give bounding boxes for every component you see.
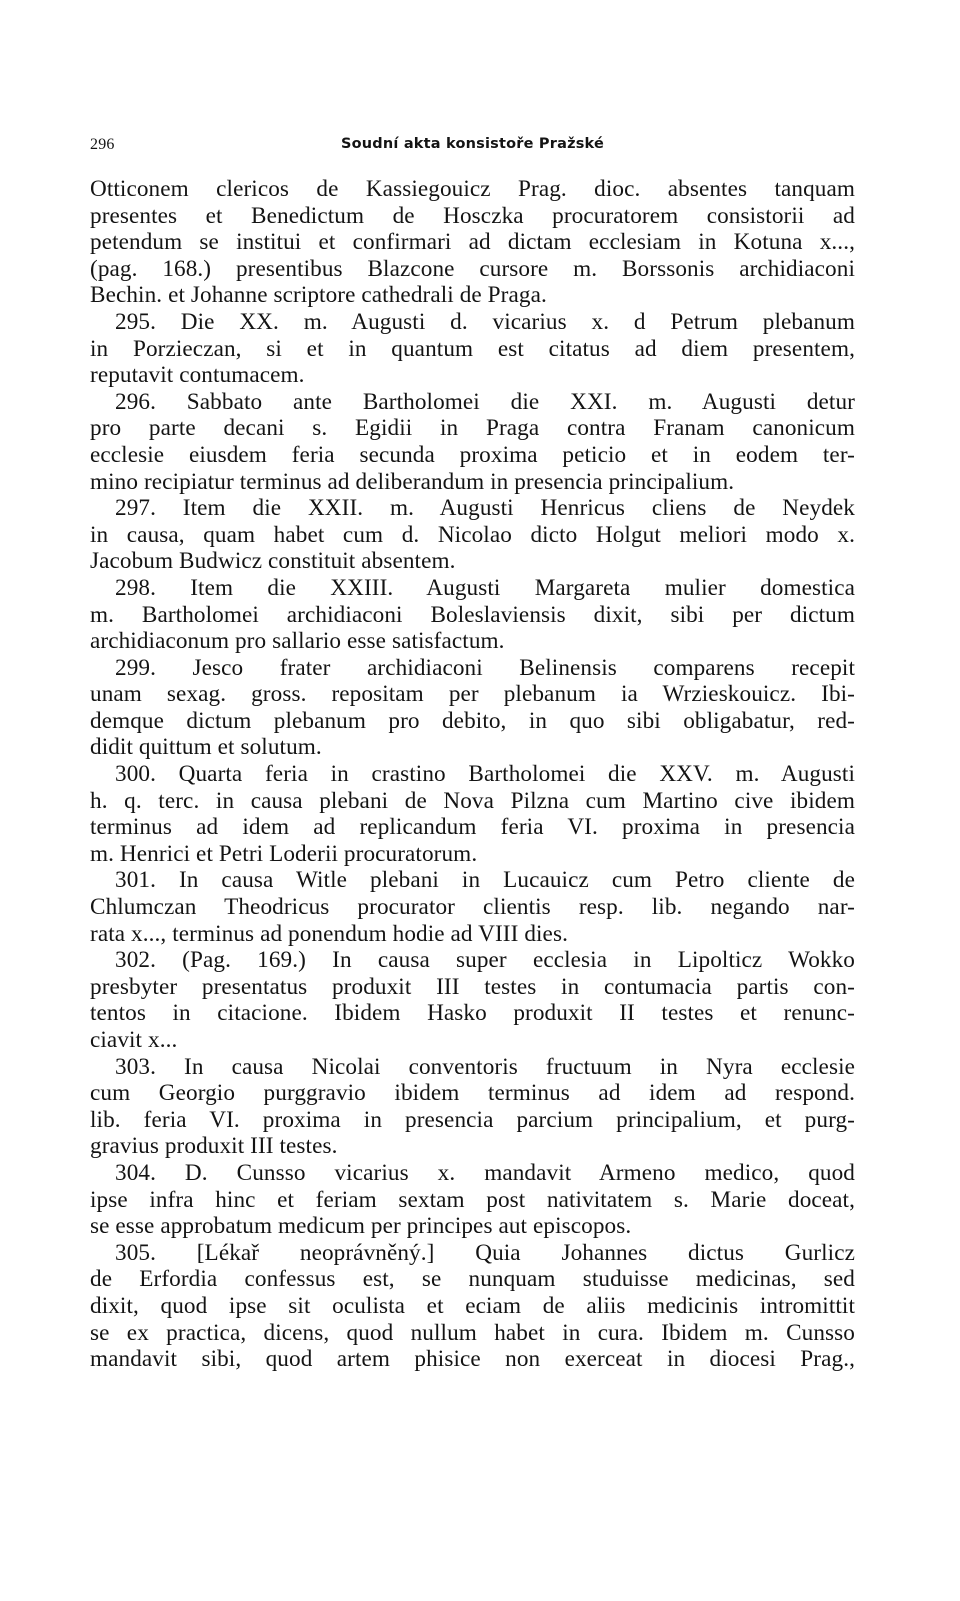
text-line: mandavit sibi, quod artem phisice non exerceat in diocesi Prag., <box>90 1346 855 1373</box>
text-line: petendum se institui et confirmari ad dictam ecclesiam in Kotuna x..., <box>90 229 855 256</box>
text-line: reputavit contumacem. <box>90 362 305 389</box>
text-line: in Porzieczan, si et in quantum est citatus ad diem presentem, <box>90 335 855 362</box>
text-line: rata x..., terminus ad ponendum hodie ad VIII dies. <box>90 920 568 947</box>
text-line: ciavit x... <box>90 1027 178 1053</box>
body-text <box>90 176 855 1373</box>
text-line: cum Georgio purggravio ibidem terminus ad idem ad respond. <box>90 1080 855 1107</box>
text-line: 302. (Pag. 169.) In causa super ecclesia in Lipolticz Wokko <box>115 947 855 974</box>
text-line: 300. Quarta feria in crastino Bartholomei die XXV. m. Augusti <box>115 761 855 788</box>
text-line: archidiaconum pro sallario esse satisfactum. <box>90 628 505 655</box>
text-line: unam sexag. gross. repositam per plebanum ia Wrzieskouicz. Ibi- <box>90 681 855 708</box>
text-line: 297. Item die XXII. m. Augusti Henricus cliens de Neydek <box>115 495 855 522</box>
text-line: didit quittum et solutum. <box>90 734 322 761</box>
text-line: terminus ad idem ad replicandum feria VI. proxima in presencia <box>90 814 855 841</box>
text-line: demque dictum plebanum pro debito, in quo sibi obligabatur, red- <box>90 707 855 734</box>
running-title: Soudní akta konsistoře Pražské <box>340 136 605 152</box>
text-line: tentos in citacione. Ibidem Hasko produxit II testes et renunc- <box>90 1000 855 1027</box>
text-line: Otticonem clericos de Kassiegouicz Prag. dioc. absentes tanquam <box>90 176 855 202</box>
text-line: Bechin. et Johanne scriptore cathedrali de Praga. <box>90 282 547 309</box>
text-line: Chlumczan Theodricus procurator clientis resp. lib. negando nar- <box>90 894 855 921</box>
text-line: gravius produxit III testes. <box>90 1133 338 1160</box>
text-line: 296. Sabbato ante Bartholomei die XXI. m. Augusti detur <box>115 388 855 415</box>
text-line: presbyter presentatus produxit III testes in contumacia partis con- <box>90 973 855 1000</box>
text-line: de Erfordia confessus est, se nunquam studuisse medicinas, sed <box>90 1266 855 1293</box>
text-line: h. q. terc. in causa plebani de Nova Pilzna cum Martino cive ibidem <box>90 787 855 814</box>
page-number: 296 <box>90 136 115 153</box>
text-line: presentes et Benedictum de Hosczka procuratorem consistorii ad <box>90 202 855 229</box>
text-line: dixit, quod ipse sit oculista et eciam de aliis medicinis intromittit <box>90 1292 855 1319</box>
text-line: Jacobum Budwicz constituit absentem. <box>90 548 456 575</box>
text-line: ipse infra hinc et feriam sextam post nativitatem s. Marie doceat, <box>90 1186 855 1213</box>
text-line: mino recipiatur terminus ad deliberandum in presencia principalium. <box>90 468 735 495</box>
text-line: 299. Jesco frater archidiaconi Belinensis comparens recepit <box>115 654 855 681</box>
text-line: 298. Item die XXIII. Augusti Margareta mulier domestica <box>115 574 855 601</box>
running-header <box>90 128 855 168</box>
text-line: lib. feria VI. proxima in presencia parcium principalium, et purg- <box>90 1106 855 1133</box>
text-line: 303. In causa Nicolai conventoris fructuum in Nyra ecclesie <box>115 1053 855 1080</box>
text-line: se esse approbatum medicum per principes aut episcopos. <box>90 1213 632 1240</box>
text-line: 304. D. Cunsso vicarius x. mandavit Armeno medico, quod <box>115 1159 855 1186</box>
text-line: se ex practica, dicens, quod nullum habet in cura. Ibidem m. Cunsso <box>90 1319 855 1346</box>
document-page <box>90 128 855 1373</box>
text-line: ecclesie eiusdem feria secunda proxima peticio et in eodem ter- <box>90 441 855 468</box>
text-line: m. Bartholomei archidiaconi Boleslaviensis dixit, sibi per dictum <box>90 601 855 628</box>
text-line: 301. In causa Witle plebani in Lucauicz cum Petro cliente de <box>115 867 855 894</box>
text-line: 295. Die XX. m. Augusti d. vicarius x. d Petrum plebanum <box>115 308 855 335</box>
text-line: 305. [Lékař neoprávněný.] Quia Johannes dictus Gurlicz <box>115 1239 855 1266</box>
text-line: (pag. 168.) presentibus Blazcone cursore m. Borssonis archidiaconi <box>90 255 855 282</box>
text-line: in causa, quam habet cum d. Nicolao dicto Holgut meliori modo x. <box>90 521 855 548</box>
text-line: pro parte decani s. Egidii in Praga contra Franam canonicum <box>90 415 855 442</box>
text-line: m. Henrici et Petri Loderii procuratorum. <box>90 840 478 867</box>
